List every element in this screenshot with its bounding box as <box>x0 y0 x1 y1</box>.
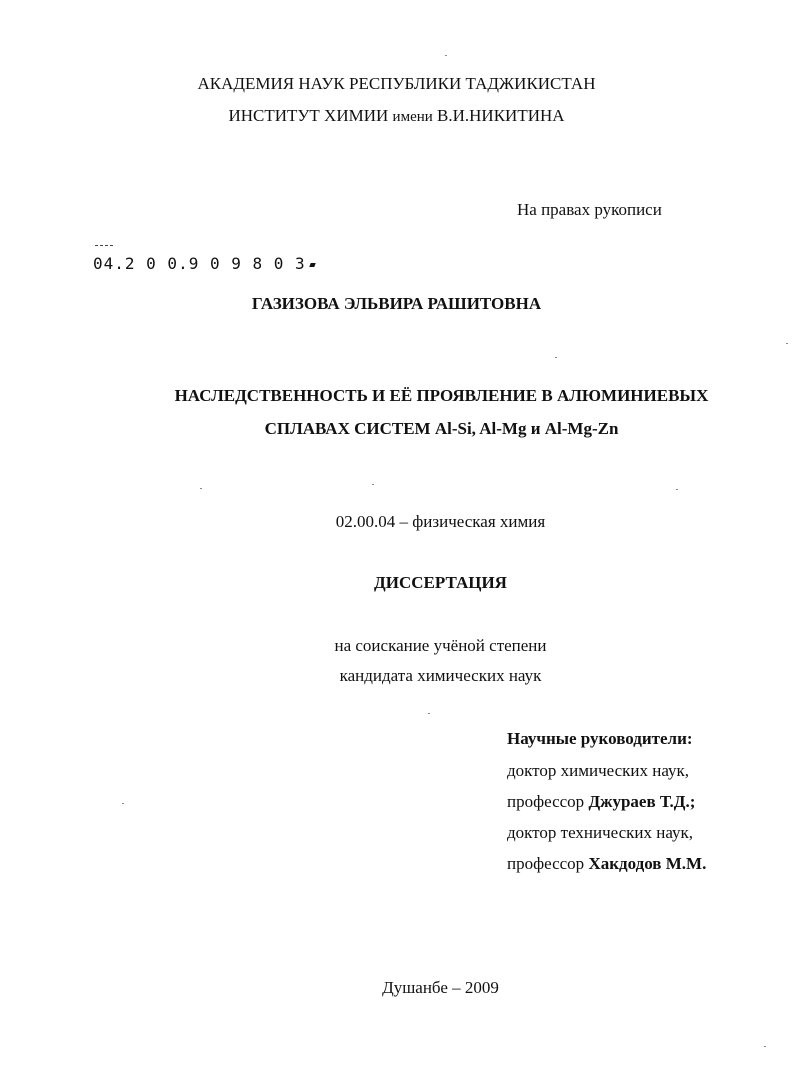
scan-speck <box>372 484 374 485</box>
institute-name-word: имени <box>392 109 433 125</box>
institute-person: В.И.НИКИТИНА <box>437 106 565 125</box>
registration-stamp <box>93 254 315 273</box>
degree-line-1: на соискание учёной степени <box>334 636 547 655</box>
academy-heading: АКАДЕМИЯ НАУК РЕСПУБЛИКИ ТАДЖИКИСТАН <box>197 74 596 93</box>
document-type: ДИССЕРТАЦИЯ <box>374 573 507 592</box>
supervisor-1-degree: доктор химических наук, <box>507 761 690 780</box>
title-line-2: СПЛАВАХ СИСТЕМ Al-Si, Al-Mg и Al-Mg-Zn <box>264 419 619 438</box>
scan-speck <box>200 488 202 489</box>
scan-speck <box>428 713 430 714</box>
stamp-dot-icon <box>309 263 315 267</box>
supervisor-1-title: профессор <box>507 792 585 811</box>
scan-speck <box>676 489 678 490</box>
supervisor-1 <box>507 792 695 812</box>
scan-speck <box>122 803 124 804</box>
supervisor-1-name: Джураев Т.Д.; <box>588 792 696 811</box>
title-line-1: НАСЛЕДСТВЕННОСТЬ И ЕЁ ПРОЯВЛЕНИЕ В АЛЮМИНИЕВЫХ <box>174 386 709 405</box>
institute-prefix: ИНСТИТУТ ХИМИИ <box>228 106 389 125</box>
supervisor-2-title: профессор <box>507 854 585 873</box>
institute-heading <box>0 106 793 127</box>
stamp-mark <box>95 245 113 248</box>
scan-speck <box>786 343 788 344</box>
place-year: Душанбе – 2009 <box>382 978 499 997</box>
registration-number: 04.2 0 0.9 0 9 8 0 3 <box>93 254 306 273</box>
specialty: 02.00.04 – физическая химия <box>335 512 546 531</box>
degree-line-2: кандидата химических наук <box>339 666 542 685</box>
supervisor-2-degree: доктор технических наук, <box>507 823 694 842</box>
supervisor-2 <box>507 854 706 874</box>
supervisors-heading: Научные руководители: <box>507 729 693 748</box>
supervisor-2-name: Хакдодов М.М. <box>588 854 707 873</box>
scan-speck <box>764 1046 766 1047</box>
manuscript-note: На правах рукописи <box>517 200 662 219</box>
scan-speck <box>445 55 447 56</box>
author-name: ГАЗИЗОВА ЭЛЬВИРА РАШИТОВНА <box>251 294 542 313</box>
scan-speck <box>555 357 557 358</box>
